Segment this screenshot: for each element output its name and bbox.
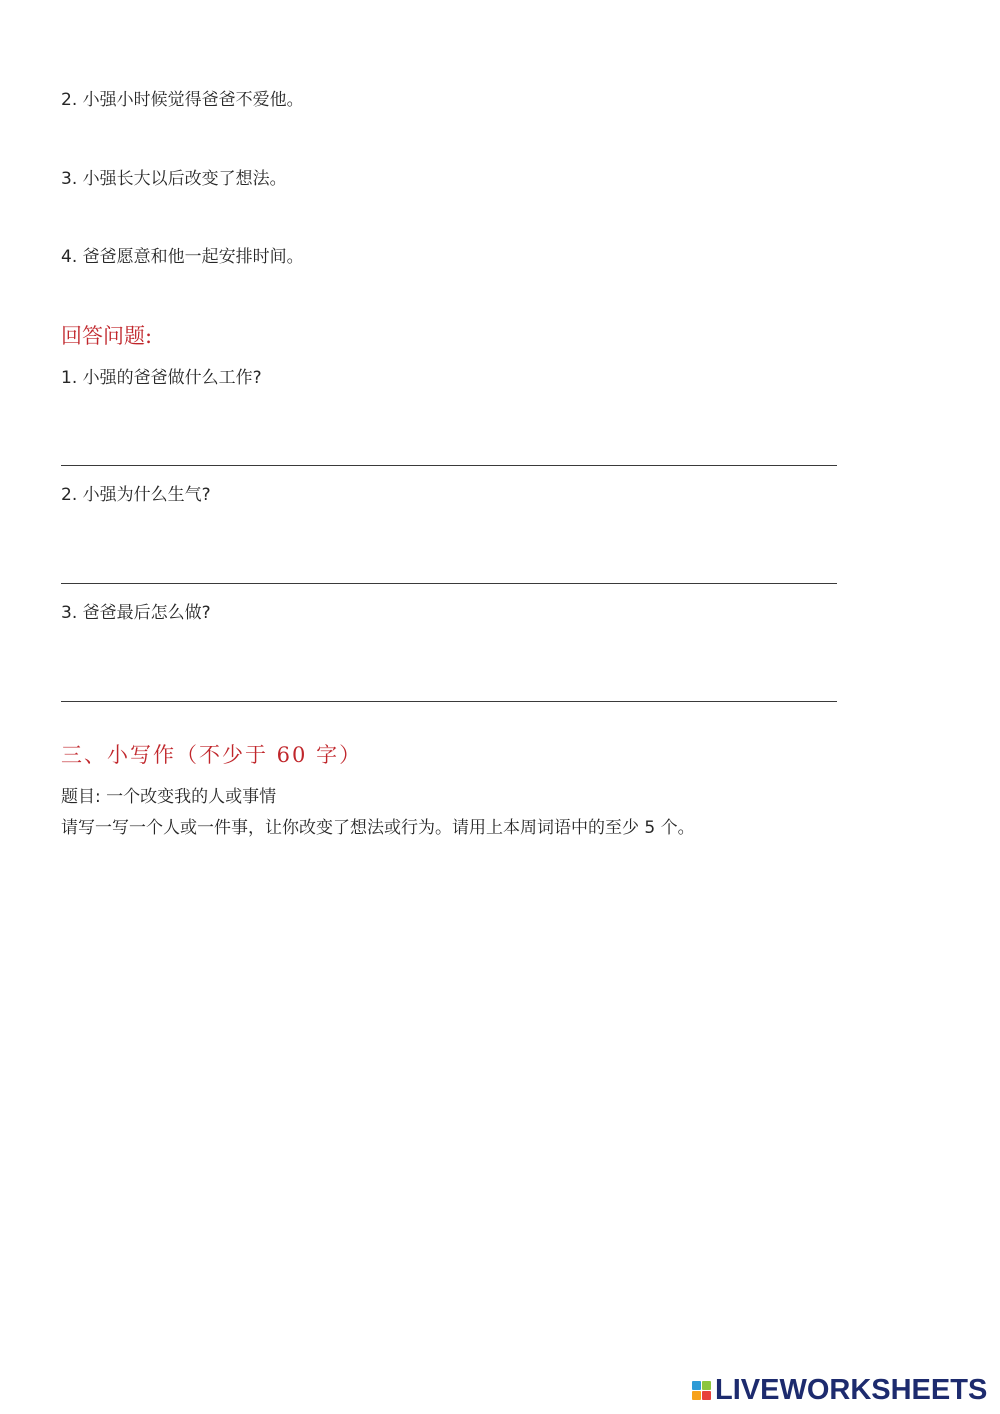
statement-4: 4. 爸爸愿意和他一起安排时间。 — [61, 247, 304, 267]
answer-line-2[interactable] — [61, 583, 837, 584]
writing-instruction: 请写一写一个人或一件事，让你改变了想法或行为。请用上本周词语中的至少 5 个。 — [61, 818, 695, 838]
logo-text: LIVEWORKSHEETS — [715, 1374, 988, 1406]
question-2: 2. 小强为什么生气? — [61, 485, 211, 505]
statement-2: 2. 小强小时候觉得爸爸不爱他。 — [61, 90, 304, 110]
answer-line-1[interactable] — [61, 465, 837, 466]
writing-topic: 题目: 一个改变我的人或事情 — [61, 787, 277, 807]
answer-questions-heading: 回答问题: — [61, 324, 153, 348]
answer-line-3[interactable] — [61, 701, 837, 702]
writing-heading: 三、小写作（不少于 60 字） — [61, 743, 363, 767]
liveworksheets-logo — [692, 1374, 987, 1406]
question-3: 3. 爸爸最后怎么做? — [61, 603, 211, 623]
logo-mark-icon — [692, 1381, 711, 1400]
question-1: 1. 小强的爸爸做什么工作? — [61, 368, 262, 388]
statement-3: 3. 小强长大以后改变了想法。 — [61, 169, 287, 189]
